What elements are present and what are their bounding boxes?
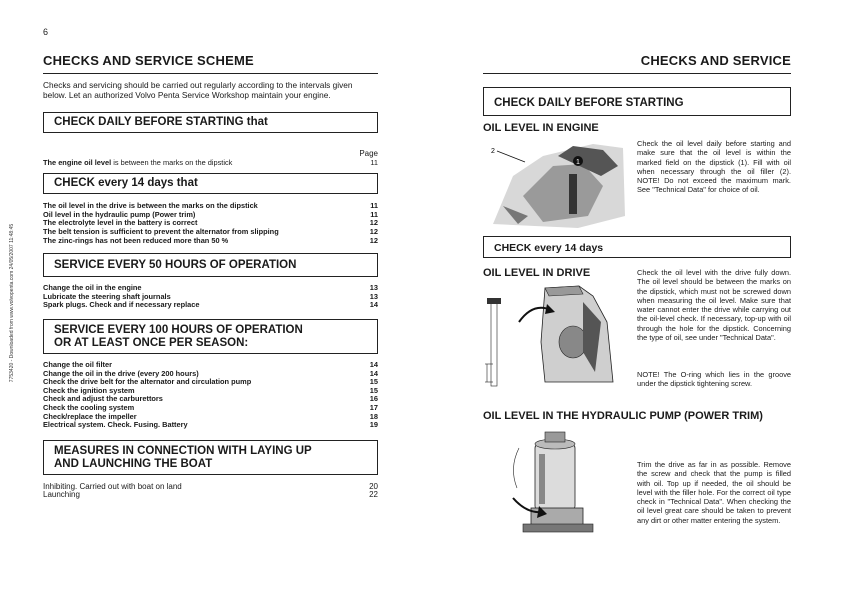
label-1: 1 xyxy=(576,159,580,166)
section-heading: CHECK DAILY BEFORE STARTING that xyxy=(54,116,268,128)
download-note: 7753420 - Downloaded from www.volvopenta.com 24/05/2007 11:48:45 xyxy=(9,223,15,383)
list-item: The electrolyte level in the battery is correct 12 xyxy=(43,218,378,228)
section-box-100h xyxy=(43,319,378,354)
pump-illustration xyxy=(483,428,623,540)
text-hydraulic-pump: Trim the drive as far in as possible. Remove the screw and check that the pump is filled with oil. Top up if needed, the oil should be level with the filler hole. For the correct oil type check in "Technical Data". When checking the oil level great care should be taken to prevent any dirt or other matter entering the system. xyxy=(637,460,791,525)
box-14days-right xyxy=(483,236,791,258)
text-oil-drive: Check the oil level with the drive fully down. The oil level should be between the marks on the dipstick, which must not be screwed down when measuring the oil level. Make sure that water cannot enter the drive while carrying out the oil-level check. If necessary, top-up with oil through the hole for the dipstick. Concerning the type of oil, see under "Technical Data". xyxy=(637,268,791,343)
section-box-daily xyxy=(43,112,378,133)
section-list-50h xyxy=(43,284,378,310)
list-item: Change the oil in the engine 13 xyxy=(43,283,378,293)
left-title: CHECKS AND SERVICE SCHEME xyxy=(43,53,254,68)
title-rule xyxy=(43,73,378,74)
section-list-100h xyxy=(43,361,378,430)
section-heading: SERVICE EVERY 50 HOURS OF OPERATION xyxy=(54,259,297,272)
heading-oil-drive: OIL LEVEL IN DRIVE xyxy=(483,267,591,279)
section-box-14days xyxy=(43,173,378,194)
text-oring-note: NOTE! The O-ring which lies in the groove under the dipstick tightening screw. xyxy=(637,370,791,389)
list-item: Spark plugs. Check and if necessary replace 14 xyxy=(43,300,378,310)
list-item: Check and adjust the carburettors 16 xyxy=(43,394,378,404)
engine-illustration xyxy=(483,136,629,230)
page-label: Page xyxy=(359,149,378,158)
section-list-laying-up xyxy=(43,483,378,500)
list-item: The zinc-rings has not been reduced more than 50 % 12 xyxy=(43,235,378,245)
list-item: Check the drive belt for the alternator and circulation pump 15 xyxy=(43,377,378,387)
section-heading: MEASURES IN CONNECTION WITH LAYING UP xyxy=(54,444,312,457)
section-box-laying-up xyxy=(43,440,378,475)
left-page xyxy=(43,53,378,500)
list-item: Electrical system. Check. Fusing. Battery 19 xyxy=(43,420,378,430)
section-heading-line2: OR AT LEAST ONCE PER SEASON: xyxy=(54,336,249,349)
list-item: The engine oil level is between the marks on the dipstick 11 xyxy=(43,157,378,167)
list-item: Check the ignition system 15 xyxy=(43,385,378,395)
list-item: Lubricate the steering shaft journals 13 xyxy=(43,291,378,301)
label-2: 2 xyxy=(491,148,495,155)
list-item: Change the oil in the drive (every 200 hours) 14 xyxy=(43,368,378,378)
section-list-14days xyxy=(43,202,378,245)
list-item: Oil level in the hydraulic pump (Power trim) 11 xyxy=(43,209,378,219)
list-item: Change the oil filter 14 xyxy=(43,359,378,369)
box-heading: CHECK every 14 days xyxy=(494,242,604,254)
right-title: CHECKS AND SERVICE xyxy=(640,53,791,68)
heading-oil-engine: OIL LEVEL IN ENGINE xyxy=(483,122,599,134)
right-title-rule xyxy=(483,73,791,74)
intro-text: Checks and servicing should be carried out regularly according to the intervals given below. Let an authorized Volvo Penta Service Workshop maintain your engine. xyxy=(43,80,353,100)
section-list-daily xyxy=(43,150,378,167)
list-item: Inhibiting. Carried out with boat on land 20 xyxy=(43,481,378,491)
list-item: Launching 22 xyxy=(43,490,378,500)
text-oil-engine: Check the oil level daily before starting and make sure that the oil level is within the marked field on the dipstick (1). Fill with oil when necessary through the oil filler (2). NOTE! Do not exceed the maximum mark. See "Technical Data" for choice of oil. xyxy=(637,139,791,195)
list-item: The belt tension is sufficient to prevent the alternator from slipping 12 xyxy=(43,226,378,236)
box-heading: CHECK DAILY BEFORE STARTING xyxy=(494,97,684,109)
box-daily-right xyxy=(483,87,791,116)
page-number: 6 xyxy=(43,27,49,37)
section-heading-line2: AND LAUNCHING THE BOAT xyxy=(54,457,213,470)
drive-illustration xyxy=(483,282,629,388)
list-item: Check the cooling system 17 xyxy=(43,402,378,412)
list-item: The oil level in the drive is between the marks on the dipstick 11 xyxy=(43,201,378,211)
right-page xyxy=(483,53,791,74)
list-item: Check/replace the impeller 18 xyxy=(43,411,378,421)
section-box-50h xyxy=(43,253,378,277)
heading-hydraulic-pump: OIL LEVEL IN THE HYDRAULIC PUMP (POWER TRIM) xyxy=(483,410,763,422)
section-heading: CHECK every 14 days that xyxy=(54,177,198,190)
section-heading: SERVICE EVERY 100 HOURS OF OPERATION xyxy=(54,323,303,336)
